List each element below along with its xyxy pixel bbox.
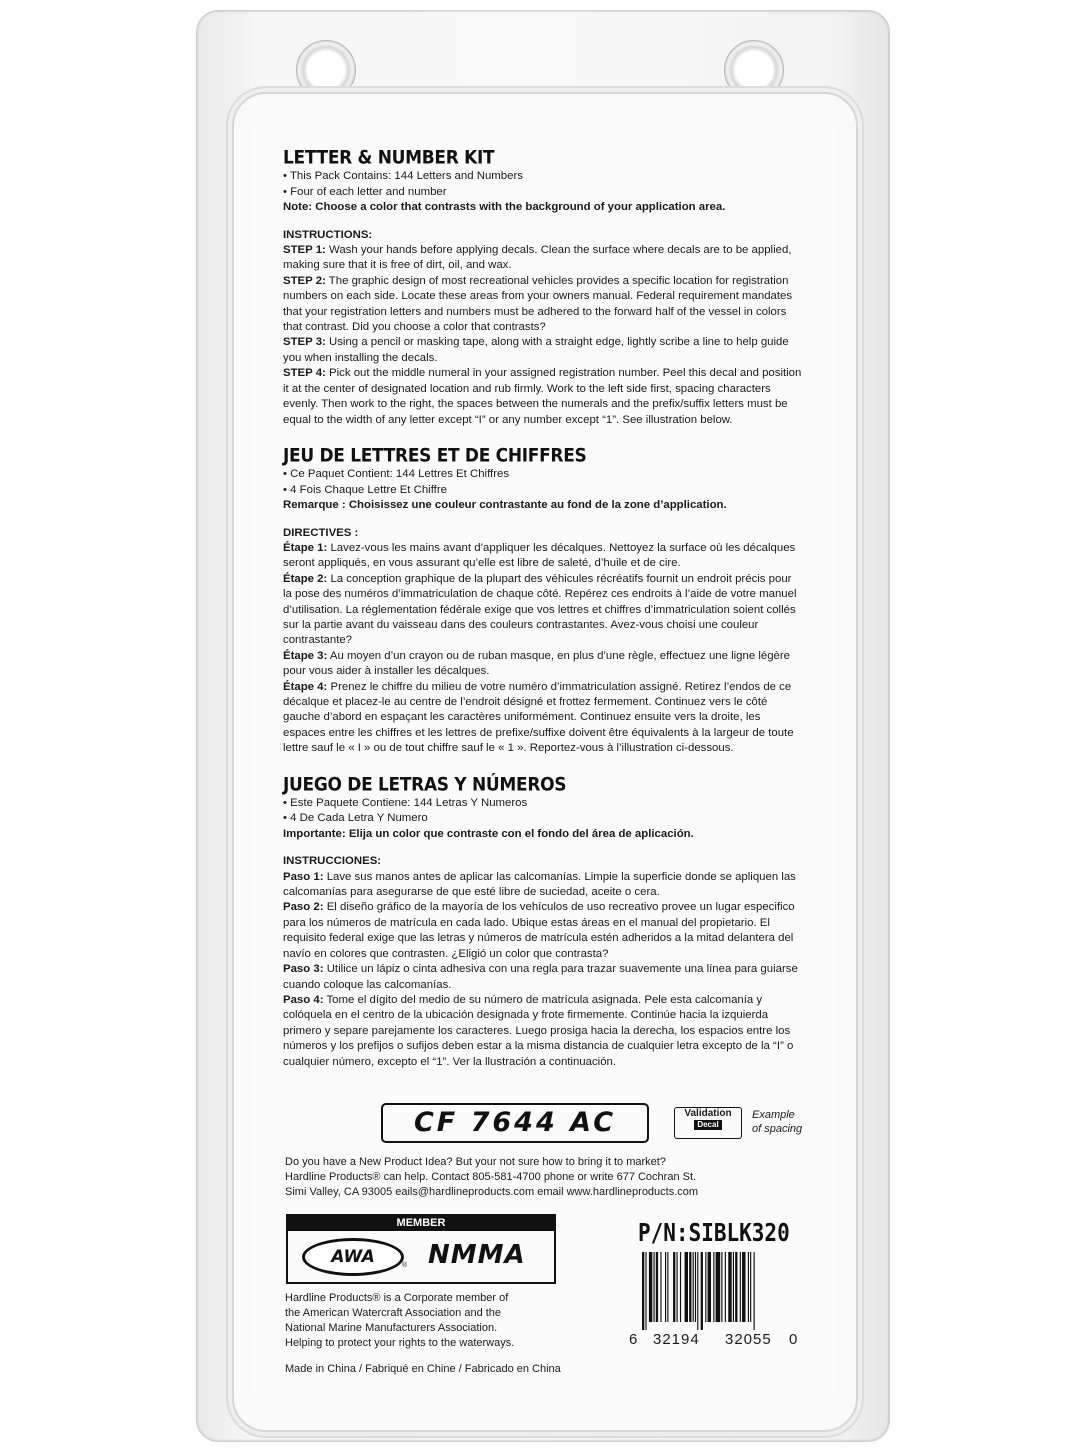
french-bullet-2: • 4 Fois Chaque Lettre Et Chiffre — [283, 483, 447, 496]
barcode-bar — [740, 1252, 741, 1322]
spanish-bullet-1: • Este Paquete Contiene: 144 Letras Y Numeros — [283, 797, 528, 810]
barcode-bar — [677, 1252, 678, 1322]
barcode-left-digits: 32194 — [653, 1331, 700, 1348]
upc-barcode — [640, 1252, 796, 1330]
section-french — [283, 444, 803, 757]
barcode-bar — [673, 1252, 675, 1322]
barcode-bar — [716, 1252, 721, 1322]
country-of-origin: Made in China / Fabriqué en Chine / Fabricado en China — [285, 1363, 561, 1375]
corporate-line-3: National Marine Manufacturers Association. — [285, 1322, 498, 1334]
barcode-bar — [660, 1252, 661, 1322]
spanish-note: Importante: Elija un color que contraste con el fondo del área de aplicación. — [283, 827, 694, 840]
barcode-bar — [733, 1252, 734, 1322]
barcode-bar — [742, 1252, 745, 1322]
french-instructions-heading: DIRECTIVES : — [283, 526, 359, 539]
corporate-line-4: Helping to protect your rights to the waterways. — [285, 1337, 515, 1349]
barcode-right-digits: 32055 — [725, 1331, 772, 1348]
section-english — [283, 146, 803, 428]
barcode-bar — [725, 1252, 726, 1322]
french-step-1: Étape 1: Lavez-vous les mains avant d’appliquer les décalques. Nettoyez la surface où les décalques seront appliqués, en vous assurant qu’elle est libre de saleté, d’huile et de cire. — [283, 541, 796, 570]
part-number: P/N:SIBLK320 — [638, 1218, 790, 1247]
barcode-first-digit: 6 — [629, 1331, 638, 1348]
decal-label: Decal — [694, 1120, 722, 1130]
barcode-bar — [748, 1252, 749, 1322]
hang-hole-left — [296, 40, 356, 100]
validation-label: Validation — [684, 1108, 732, 1119]
member-logos — [286, 1214, 556, 1284]
spanish-bullet-2: • 4 De Cada Letra Y Numero — [283, 812, 428, 825]
spanish-step-4: Paso 4: Tome el dígito del medio de su número de matrícula asignada. Pele esta calcomanía y colóquela en el centro de la ubicación designada y frote firmemente. Continúe hacia la izquierda primero y separe parejamente los caracteres. Luego prosiga hacia la derecha, los espacios entre los números y los prefijos o sufijos deben estar a la misma distancia de cualquier letra excepto de la “I” o cualquier número, excepto el “1”. Ver la llustración a continuación. — [283, 993, 794, 1068]
barcode-bar — [680, 1252, 681, 1322]
barcode-bar — [750, 1252, 751, 1322]
barcode-bar — [665, 1252, 666, 1322]
hang-hole-right — [724, 40, 784, 100]
french-bullet-1: • Ce Paquet Contient: 144 Lettres Et Chiffres — [283, 468, 510, 481]
barcode-bar — [685, 1252, 688, 1322]
instructions-content — [283, 146, 803, 1090]
barcode-bar — [656, 1252, 658, 1322]
barcode-bar — [695, 1252, 696, 1322]
example-caption-line-2: of spacing — [752, 1123, 803, 1135]
spanish-instructions-heading: INSTRUCCIONES: — [283, 855, 382, 868]
barcode-bar — [701, 1252, 703, 1330]
french-note: Remarque : Choisissez une couleur contrastante au fond de la zone d’application. — [283, 499, 727, 512]
barcode-bar — [708, 1252, 711, 1322]
contact-info — [285, 1155, 698, 1200]
spanish-step-2: Paso 2: El diseño gráfico de la mayoría de los vehículos de uso recreativo provee un lugar especifico para los números de matrícula en cada lado. Ubique estas áreas en el manual del propietario. El requisito federal exige que las letras y números de matrícula estén adheridos a la mitad delantera del navío en colores que contrasten. ¿Eligió un color que contrasta? — [283, 901, 795, 960]
barcode-bar — [645, 1252, 646, 1330]
spanish-step-1: Paso 1: Lave sus manos antes de aplicar las calcomanías. Limpie la superficie donde se apliquen las calcomanías para asegurarse de que esté libre de suciedad, aceite o cera. — [283, 870, 796, 899]
example-caption-line-1: Example — [752, 1109, 795, 1121]
french-step-4: Étape 4: Prenez le chiffre du milieu de votre numéro d’immatriculation assigné. Retirez l’endos de ce décalque et placez-le au centre de l’endroit désigné et frottez fermement. Continuez vers le côté gauche d’abord en espaçant les caractères uniformément. Continuez ensuite vers la droite, les espaces entre les chiffres et les lettres de prefixe/suffixe doivent être équivalents à la largeur de toute lettre sauf le « I » ou de tout chiffre sauf le « 1 ». Reportez-vous à l’illustration ci-dessous. — [283, 680, 794, 755]
section-spanish — [283, 773, 803, 1070]
member-bar: MEMBER — [288, 1216, 554, 1231]
english-step-4: STEP 4: Pick out the middle numeral in your assigned registration number. Peel this decal and position it at the center of designated location and rub firmly. Work to the left side first, spacing characters evenly. Then work to the right, the spaces between the numerals and the prefix/suffix letters must be equal to the width of any letter except “I” or any number except “1”. See illustration below. — [283, 367, 802, 426]
barcode-bar — [697, 1252, 698, 1330]
barcode-bar — [689, 1252, 691, 1322]
corporate-line-1: Hardline Products® is a Corporate member of — [285, 1292, 509, 1304]
english-bullet-2: • Four of each letter and number — [283, 185, 447, 198]
english-step-1: STEP 1: Wash your hands before applying decals. Clean the surface where decals are to be applied, making sure that it is free of dirt, oil, and wax. — [283, 244, 792, 272]
english-step-2: STEP 2: The graphic design of most recreational vehicles provides a specific location for registration numbers on each side. Locate these areas from your owners manual. Federal requirement mandates that your registration letters and numbers must be adhered to the forward half of the vessel in colors that contrast. Did you choose a color that contrasts? — [283, 274, 793, 334]
registered-mark: ® — [402, 1262, 408, 1269]
barcode-bar — [654, 1252, 655, 1322]
english-note: Note: Choose a color that contrasts with the background of your application area. — [283, 201, 726, 214]
contact-line-1: Do you have a New Product Idea? But your not sure how to bring it to market? — [285, 1156, 666, 1168]
validation-decal — [674, 1107, 742, 1139]
english-instructions-heading: INSTRUCTIONS: — [283, 228, 373, 241]
french-step-3: Étape 3: Au moyen d’un crayon ou de ruban masque, en plus d’une règle, effectuez une ligne légère pour vous aider à installer les décalques. — [283, 649, 791, 678]
french-step-2: Étape 2: La conception graphique de la plupart des véhicules récréatifs fournit un endroit précis pour la pose des numéros d’immatriculation de chaque côté. Repérez ces endroits à l’aide de votre manuel d’utilisation. La réglementation fédérale exige que vos lettres et chiffres d’immatriculation soient collés sur la partie avant du vaisseau dans des couleurs contrastantes. Avez-vous choisi une couleur contrastante? — [283, 572, 797, 647]
barcode-bar — [649, 1252, 652, 1322]
barcode-bar — [705, 1252, 706, 1322]
english-title: LETTER & NUMBER KIT — [283, 146, 495, 170]
awa-logo: AWA — [302, 1238, 404, 1276]
barcode-bar — [693, 1252, 694, 1322]
barcode-bar — [642, 1252, 644, 1330]
english-step-3: STEP 3: Using a pencil or masking tape, along with a straight edge, lightly scribe a line to help guide you when installing the decals. — [283, 336, 789, 364]
corporate-line-2: the American Watercraft Association and the — [285, 1307, 502, 1319]
example-caption — [752, 1108, 802, 1136]
spanish-title: JUEGO DE LETRAS Y NÚMEROS — [283, 773, 567, 796]
corporate-membership-text — [285, 1291, 514, 1351]
barcode-bar — [754, 1252, 755, 1330]
barcode-bar — [721, 1252, 722, 1322]
barcode-bar — [667, 1252, 668, 1322]
barcode-check-digit: 0 — [789, 1331, 798, 1348]
barcode-bar — [713, 1252, 714, 1322]
english-bullet-1: • This Pack Contains: 144 Letters and Numbers — [283, 170, 523, 183]
contact-line-2: Hardline Products® can help. Contact 805-581-4700 phone or write 677 Cochran St. — [285, 1171, 697, 1183]
french-title: JEU DE LETTRES ET DE CHIFFRES — [283, 444, 587, 467]
spacing-example — [381, 1103, 821, 1143]
contact-line-3: Simi Valley, CA 93005 eails@hardlineproducts.com email www.hardlineproducts.com — [285, 1186, 699, 1198]
spanish-step-3: Paso 3: Utilice un lápiz o cinta adhesiva con una regla para trazar suavemente una línea para guiarse cuando coloque las calcomanías. — [283, 963, 798, 991]
registration-plate-example: CF 7644 AC — [381, 1103, 649, 1143]
barcode-bar — [728, 1252, 731, 1322]
nmma-logo: NMMA — [428, 1240, 526, 1270]
barcode-bar — [735, 1252, 737, 1322]
